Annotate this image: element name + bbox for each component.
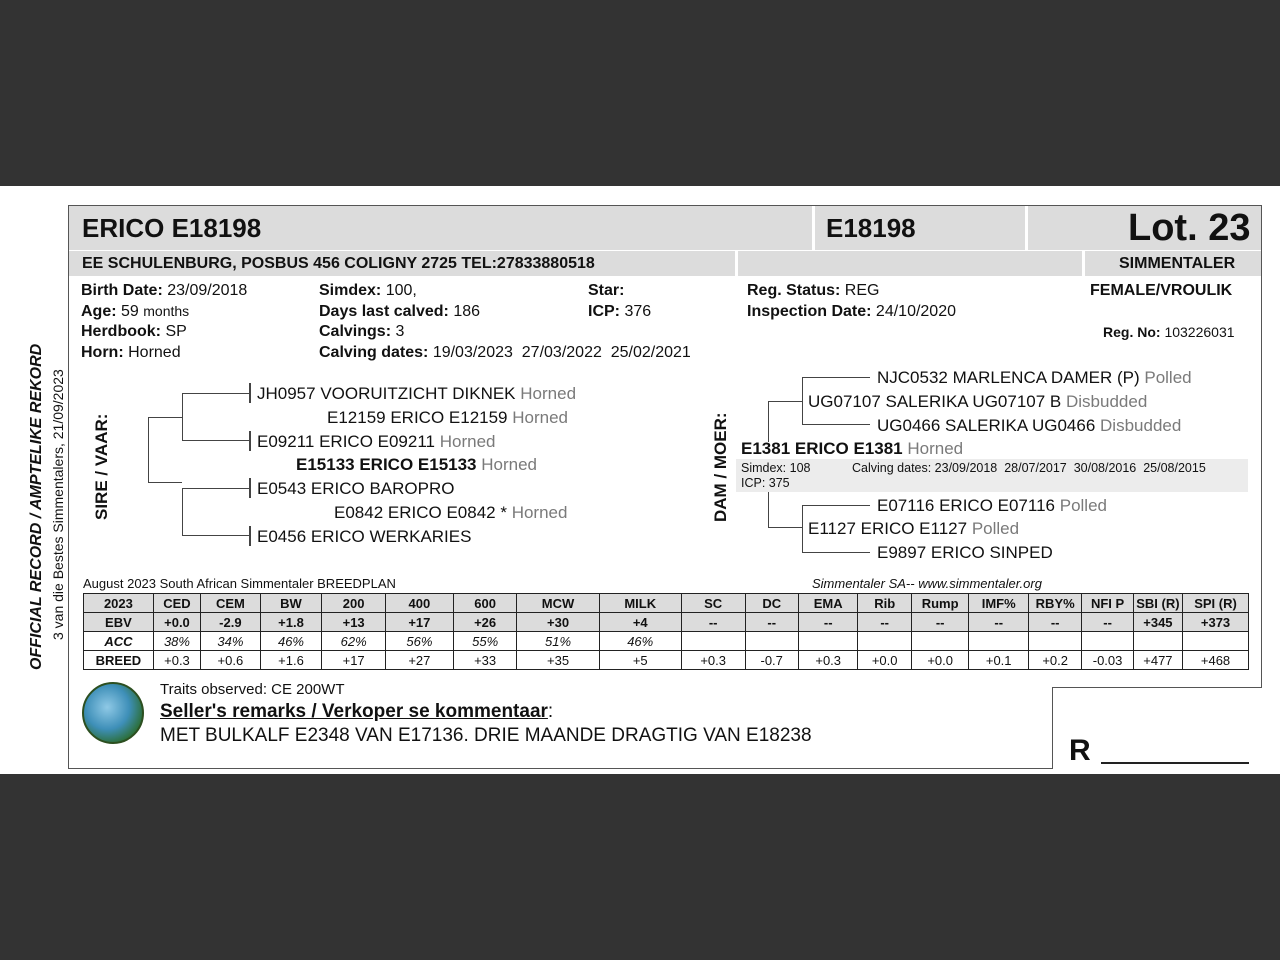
breedplan-cell: 56% <box>385 632 453 651</box>
breedplan-cell: SC <box>681 594 745 613</box>
inspection-date: Inspection Date: 24/10/2020 <box>747 303 956 320</box>
breedplan-cell: IMF% <box>969 594 1029 613</box>
breedplan-cell: 2023 <box>84 594 154 613</box>
breedplan-cell: +27 <box>385 651 453 670</box>
breedplan-cell: 62% <box>322 632 386 651</box>
breedplan-cell: 46% <box>599 632 681 651</box>
breedplan-cell <box>1028 632 1081 651</box>
dam-sire-dam: UG0466 SALERIKA UG0466 Disbudded <box>877 416 1182 435</box>
sire-dam: E0842 ERICO E0842 * Horned <box>334 503 568 522</box>
breedplan-cell: 400 <box>385 594 453 613</box>
breedplan-cell: +0.3 <box>681 651 745 670</box>
breedplan-cell: -- <box>681 613 745 632</box>
price-label: R <box>1069 734 1091 767</box>
breedplan-cell: RBY% <box>1028 594 1081 613</box>
breedplan-cell: DC <box>745 594 798 613</box>
animal-name: ERICO E18198 <box>82 213 262 243</box>
breedplan-cell: -- <box>745 613 798 632</box>
breedplan-cell: 38% <box>153 632 200 651</box>
breedplan-cell: NFI P <box>1082 594 1133 613</box>
breedplan-cell: 46% <box>260 632 322 651</box>
breedplan-cell: +0.0 <box>153 613 200 632</box>
lot-number: Lot. 23 <box>1128 207 1251 249</box>
remarks-title: Seller's remarks / Verkoper se kommentaar: <box>160 701 554 722</box>
dam-calving-dates: Calving dates: 23/09/2018 28/07/2017 30/08/2016 25/08/2015 <box>852 461 1206 475</box>
breedplan-cell: -- <box>1028 613 1081 632</box>
breedplan-cell: +1.6 <box>260 651 322 670</box>
owner-info: EE SCHULENBURG, POSBUS 456 COLIGNY 2725 TEL:27833880518 <box>82 255 595 272</box>
breedplan-cell <box>745 632 798 651</box>
breedplan-row-acc <box>84 632 1249 651</box>
breedplan-cell: -- <box>858 613 911 632</box>
breedplan-cell: SPI (R) <box>1183 594 1249 613</box>
breedplan-cell: 51% <box>517 632 599 651</box>
breedplan-cell: 34% <box>201 632 261 651</box>
dam-side-label: DAM / MOER: <box>711 412 730 522</box>
sire-side-label: SIRE / VAAR: <box>92 413 111 520</box>
sire-sire-sire: JH0957 VOORUITZICHT DIKNEK Horned <box>257 384 577 403</box>
breedplan-cell: -- <box>1082 613 1133 632</box>
breedplan-cell: +33 <box>453 651 517 670</box>
price-entry-line[interactable] <box>1101 762 1249 764</box>
breedplan-cell: +373 <box>1183 613 1249 632</box>
sale-reference: 3 van die Bestes Simmentalers, 21/09/2023 <box>50 369 66 640</box>
breedplan-cell: CEM <box>201 594 261 613</box>
breedplan-cell: +26 <box>453 613 517 632</box>
reg-number: Reg. No: 103226031 <box>1103 324 1235 340</box>
age: Age: 59 months <box>81 303 190 320</box>
calvings: Calvings: 3 <box>319 323 405 340</box>
horn-status: Horn: Horned <box>81 344 181 361</box>
breedplan-cell: +1.8 <box>260 613 322 632</box>
breedplan-row-head <box>84 594 1249 613</box>
breedplan-cell: -- <box>911 613 969 632</box>
sire-dam-sire: E0543 ERICO BAROPRO <box>257 479 455 498</box>
breedplan-cell: BREED <box>84 651 154 670</box>
breedplan-cell: +0.3 <box>798 651 858 670</box>
dam-icp: ICP: 375 <box>741 476 790 490</box>
breedplan-cell: BW <box>260 594 322 613</box>
remarks-text: MET BULKALF E2348 VAN E17136. DRIE MAANDE DRAGTIG VAN E18238 <box>160 725 812 746</box>
breedplan-cell <box>1082 632 1133 651</box>
breedplan-table <box>83 593 1249 670</box>
dam: E1381 ERICO E1381 Horned <box>741 439 964 458</box>
breedplan-cell <box>1133 632 1182 651</box>
simdex: Simdex: 100, <box>319 282 417 299</box>
days-last-calved: Days last calved: 186 <box>319 303 481 320</box>
sire-sire-dam: E09211 ERICO E09211 Horned <box>257 432 496 451</box>
reg-status: Reg. Status: REG <box>747 282 880 299</box>
breedplan-cell: 600 <box>453 594 517 613</box>
sex: FEMALE/VROULIK <box>1090 282 1233 299</box>
icp: ICP: 376 <box>588 303 652 320</box>
herdbook: Herdbook: SP <box>81 323 187 340</box>
breedplan-cell <box>681 632 745 651</box>
breedplan-cell: +468 <box>1183 651 1249 670</box>
sire-tree-lines <box>148 417 182 483</box>
breedplan-row-ebv <box>84 613 1249 632</box>
breedplan-cell: +0.2 <box>1028 651 1081 670</box>
breedplan-cell: -- <box>969 613 1029 632</box>
breedplan-cell: Rib <box>858 594 911 613</box>
breedplan-cell: -- <box>798 613 858 632</box>
breedplan-cell <box>858 632 911 651</box>
breedplan-cell <box>911 632 969 651</box>
breedplan-row-breed <box>84 651 1249 670</box>
breedplan-caption: August 2023 South African Simmentaler BREEDPLAN <box>83 576 396 591</box>
breedplan-cell: +0.1 <box>969 651 1029 670</box>
breedplan-cell: +30 <box>517 613 599 632</box>
animal-id: E18198 <box>826 213 916 243</box>
dam-sire-sire: NJC0532 MARLENCA DAMER (P) Polled <box>877 368 1192 387</box>
calving-dates: Calving dates: 19/03/2023 27/03/2022 25/02/2021 <box>319 344 691 361</box>
dam-dam-sire: E07116 ERICO E07116 Polled <box>877 496 1107 515</box>
breedplan-cell: +0.0 <box>858 651 911 670</box>
breedplan-cell <box>969 632 1029 651</box>
breedplan-cell: +0.3 <box>153 651 200 670</box>
breedplan-website: Simmentaler SA-- www.simmentaler.org <box>812 576 1042 591</box>
breedplan-cell: +477 <box>1133 651 1182 670</box>
breedplan-cell: +13 <box>322 613 386 632</box>
breedplan-cell: EMA <box>798 594 858 613</box>
breedplan-cell: EBV <box>84 613 154 632</box>
dam-sire: UG07107 SALERIKA UG07107 B Disbudded <box>808 392 1148 411</box>
traits-observed: Traits observed: CE 200WT <box>160 681 345 698</box>
breedplan-cell: +17 <box>322 651 386 670</box>
sire-dam-dam: E0456 ERICO WERKARIES <box>257 527 472 546</box>
dam-simdex: Simdex: 108 <box>741 461 811 475</box>
dam-dam-dam: E9897 ERICO SINPED <box>877 543 1053 562</box>
breedplan-cell: 55% <box>453 632 517 651</box>
breedplan-cell: SBI (R) <box>1133 594 1182 613</box>
breedplan-cell: +4 <box>599 613 681 632</box>
breed-name: SIMMENTALER <box>1119 255 1236 272</box>
breedplan-cell: -0.7 <box>745 651 798 670</box>
breedplan-cell: +17 <box>385 613 453 632</box>
breedplan-cell: CED <box>153 594 200 613</box>
breedplan-cell <box>798 632 858 651</box>
breedplan-cell: MILK <box>599 594 681 613</box>
breedplan-cell: +0.0 <box>911 651 969 670</box>
breedplan-cell: Rump <box>911 594 969 613</box>
breedplan-cell: ACC <box>84 632 154 651</box>
dam-dam: E1127 ERICO E1127 Polled <box>808 519 1020 538</box>
breedplan-cell: +345 <box>1133 613 1182 632</box>
simmentaler-sa-logo <box>82 682 144 744</box>
birth-date: Birth Date: 23/09/2018 <box>81 282 248 299</box>
breedplan-cell: +35 <box>517 651 599 670</box>
star: Star: <box>588 282 625 299</box>
breedplan-cell: +5 <box>599 651 681 670</box>
breedplan-cell: MCW <box>517 594 599 613</box>
breedplan-cell: 200 <box>322 594 386 613</box>
sire: E15133 ERICO E15133 Horned <box>296 455 538 474</box>
breedplan-cell: -0.03 <box>1082 651 1133 670</box>
official-record-label: OFFICIAL RECORD / AMPTELIKE REKORD <box>28 343 45 670</box>
breedplan-cell: -2.9 <box>201 613 261 632</box>
breedplan-cell <box>1183 632 1249 651</box>
sire-sire: E12159 ERICO E12159 Horned <box>327 408 569 427</box>
breedplan-cell: +0.6 <box>201 651 261 670</box>
